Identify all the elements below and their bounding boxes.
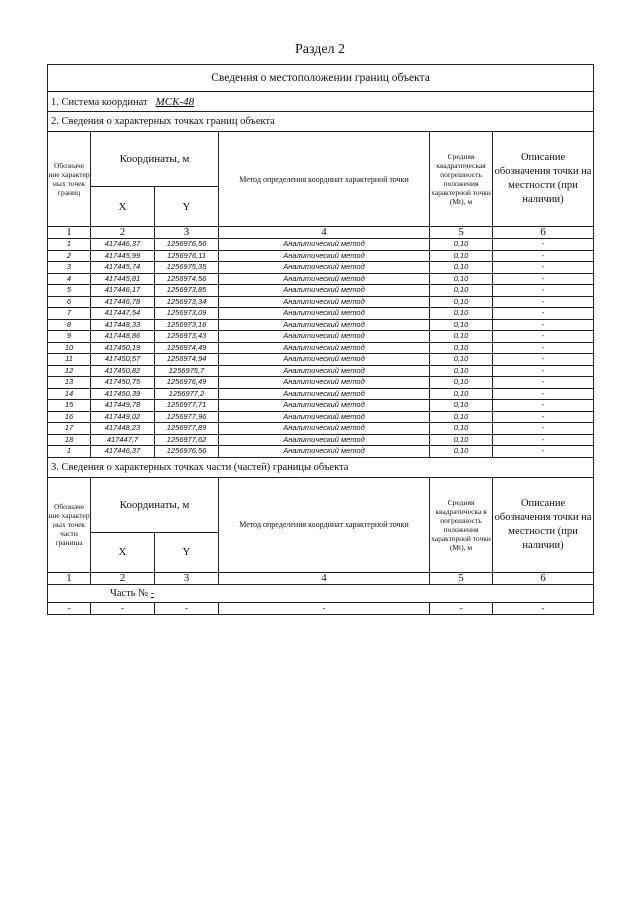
cell: - [430,602,493,614]
col-number: 4 [219,227,430,239]
error: 0,10 [430,411,493,423]
error: 0,10 [430,365,493,377]
table-row [48,262,594,274]
coord-y: 1256974,49 [155,342,219,354]
method: Аналитический метод [219,319,430,331]
coord-y: 1256977,2 [155,388,219,400]
section2-title: 2. Сведения о характерных точках границ объекта [48,112,594,132]
coord-x: 417449,78 [91,400,155,412]
description: - [493,365,594,377]
header-error-part: Средняя квадратическа я погрешность положения характерной точки (Mt), м [430,477,493,572]
coord-x: 417445,99 [91,250,155,262]
coord-x: 417448,23 [91,423,155,435]
error: 0,10 [430,262,493,274]
coord-y: 1256974,94 [155,354,219,366]
header-error: Средняя квадратическая погрешность положения характерной точки (Mt), м [430,132,493,227]
table-row [48,319,594,331]
description: - [493,354,594,366]
coord-system-value: МСК-48 [155,95,195,108]
table-row [48,273,594,285]
error: 0,10 [430,434,493,446]
header-points: Обозначе ние характер ных точек границ [48,132,91,227]
point-number: 8 [48,319,91,331]
description: - [493,262,594,274]
header-method: Метод определения координат характерной точки [219,132,430,227]
col-number: 2 [91,572,155,584]
error: 0,10 [430,446,493,458]
description: - [493,423,594,435]
method: Аналитический метод [219,388,430,400]
coord-x: 417446,78 [91,296,155,308]
header-desc: Описание обозначения точки на местности (при наличии) [493,132,594,227]
point-number: 18 [48,434,91,446]
coord-y: 1256973,09 [155,308,219,320]
point-number: 3 [48,262,91,274]
point-number: 14 [48,388,91,400]
coord-x: 417447,7 [91,434,155,446]
point-number: 7 [48,308,91,320]
table-row [48,434,594,446]
point-number: 10 [48,342,91,354]
error: 0,10 [430,296,493,308]
point-number: 11 [48,354,91,366]
method: Аналитический метод [219,296,430,308]
table-row [48,423,594,435]
header-points-part: Обозначе ние характер ных точек части границы [48,477,91,572]
error: 0,10 [430,354,493,366]
table-row [48,388,594,400]
table-row [48,239,594,251]
description: - [493,342,594,354]
table-row [48,296,594,308]
description: - [493,285,594,297]
table-row [48,377,594,389]
error: 0,10 [430,250,493,262]
coord-x: 417450,57 [91,354,155,366]
column-numbers-row [48,227,594,239]
coord-y: 1256975,7 [155,365,219,377]
error: 0,10 [430,423,493,435]
description: - [493,411,594,423]
col-number: 5 [430,227,493,239]
coord-x: 417447,54 [91,308,155,320]
col-number: 6 [493,572,594,584]
method: Аналитический метод [219,285,430,297]
coord-y: 1256977,96 [155,411,219,423]
col-number: 2 [91,227,155,239]
header-desc-part: Описание обозначения точки на местности (при наличии) [493,477,594,572]
part-label-cell [48,584,594,602]
point-number: 15 [48,400,91,412]
coord-x: 417450,19 [91,342,155,354]
point-number: 6 [48,296,91,308]
error: 0,10 [430,273,493,285]
col-number: 4 [219,572,430,584]
cell: - [48,602,91,614]
coord-x: 417450,82 [91,365,155,377]
method: Аналитический метод [219,434,430,446]
error: 0,10 [430,331,493,343]
method: Аналитический метод [219,331,430,343]
cell: - [493,602,594,614]
header-x-part: X [91,532,155,572]
header-y-part: Y [155,532,219,572]
coord-x: 417448,33 [91,319,155,331]
col-number: 3 [155,227,219,239]
part-row [48,584,594,602]
part-label: Часть № [110,587,149,599]
table-row [48,400,594,412]
point-number: 1 [48,239,91,251]
cell: - [155,602,219,614]
table-row [48,365,594,377]
description: - [493,296,594,308]
coord-y: 1256974,56 [155,273,219,285]
section3-title: 3. Сведения о характерных точках части (частей) границы объекта [48,457,594,477]
coord-y: 1256977,71 [155,400,219,412]
method: Аналитический метод [219,446,430,458]
coord-y: 1256973,85 [155,285,219,297]
header-coords-part: Координаты, м [91,477,219,532]
header-y: Y [155,187,219,227]
method: Аналитический метод [219,400,430,412]
description: - [493,400,594,412]
description: - [493,377,594,389]
error: 0,10 [430,285,493,297]
coord-y: 1256973,16 [155,319,219,331]
coord-system-label: 1. Система координат [51,96,148,108]
coord-y: 1256976,56 [155,239,219,251]
description: - [493,434,594,446]
method: Аналитический метод [219,365,430,377]
error: 0,10 [430,308,493,320]
coord-x: 417446,17 [91,285,155,297]
col-number: 1 [48,227,91,239]
coord-x: 417449,02 [91,411,155,423]
boundary-table [47,64,594,615]
header-x: X [91,187,155,227]
error: 0,10 [430,400,493,412]
cell: - [219,602,430,614]
description: - [493,388,594,400]
description: - [493,273,594,285]
column-numbers-row-part [48,572,594,584]
method: Аналитический метод [219,411,430,423]
col-number: 1 [48,572,91,584]
table-row [48,308,594,320]
col-number: 5 [430,572,493,584]
col-number: 3 [155,572,219,584]
table-row [48,446,594,458]
coord-x: 417445,81 [91,273,155,285]
error: 0,10 [430,239,493,251]
coord-x: 417446,37 [91,239,155,251]
description: - [493,239,594,251]
table-row [48,411,594,423]
point-number: 2 [48,250,91,262]
coord-x: 417450,39 [91,388,155,400]
table-row [48,331,594,343]
point-number: 4 [48,273,91,285]
point-number: 1 [48,446,91,458]
method: Аналитический метод [219,377,430,389]
error: 0,10 [430,342,493,354]
description: - [493,308,594,320]
col-number: 6 [493,227,594,239]
page-header: Раздел 2 [294,42,346,57]
point-number: 17 [48,423,91,435]
coord-y: 1256975,35 [155,262,219,274]
table-row [48,342,594,354]
coord-x: 417450,75 [91,377,155,389]
point-number: 12 [48,365,91,377]
header-method-part: Метод определения координат характерной точки [219,477,430,572]
coord-x: 417448,86 [91,331,155,343]
method: Аналитический метод [219,354,430,366]
description: - [493,250,594,262]
coord-x: 417445,74 [91,262,155,274]
coord-y: 1256977,62 [155,434,219,446]
section-title: Сведения о местоположении границ объекта [48,65,594,92]
cell: - [91,602,155,614]
method: Аналитический метод [219,342,430,354]
coord-y: 1256976,56 [155,446,219,458]
coord-x: 417446,37 [91,446,155,458]
header-coords: Координаты, м [91,132,219,187]
method: Аналитический метод [219,273,430,285]
method: Аналитический метод [219,423,430,435]
table-row [48,285,594,297]
description: - [493,331,594,343]
point-number: 16 [48,411,91,423]
method: Аналитический метод [219,239,430,251]
error: 0,10 [430,319,493,331]
coord-y: 1256973,43 [155,331,219,343]
point-number: 9 [48,331,91,343]
point-number: 5 [48,285,91,297]
coord-y: 1256973,34 [155,296,219,308]
method: Аналитический метод [219,308,430,320]
coord-y: 1256976,11 [155,250,219,262]
error: 0,10 [430,388,493,400]
coord-y: 1256976,49 [155,377,219,389]
description: - [493,446,594,458]
part-data-row [48,602,594,614]
coord-system-row [48,92,594,112]
part-value: - [150,587,155,599]
table-row [48,250,594,262]
coord-y: 1256977,89 [155,423,219,435]
method: Аналитический метод [219,250,430,262]
points-body [48,239,594,458]
method: Аналитический метод [219,262,430,274]
description: - [493,319,594,331]
error: 0,10 [430,377,493,389]
table-row [48,354,594,366]
point-number: 13 [48,377,91,389]
